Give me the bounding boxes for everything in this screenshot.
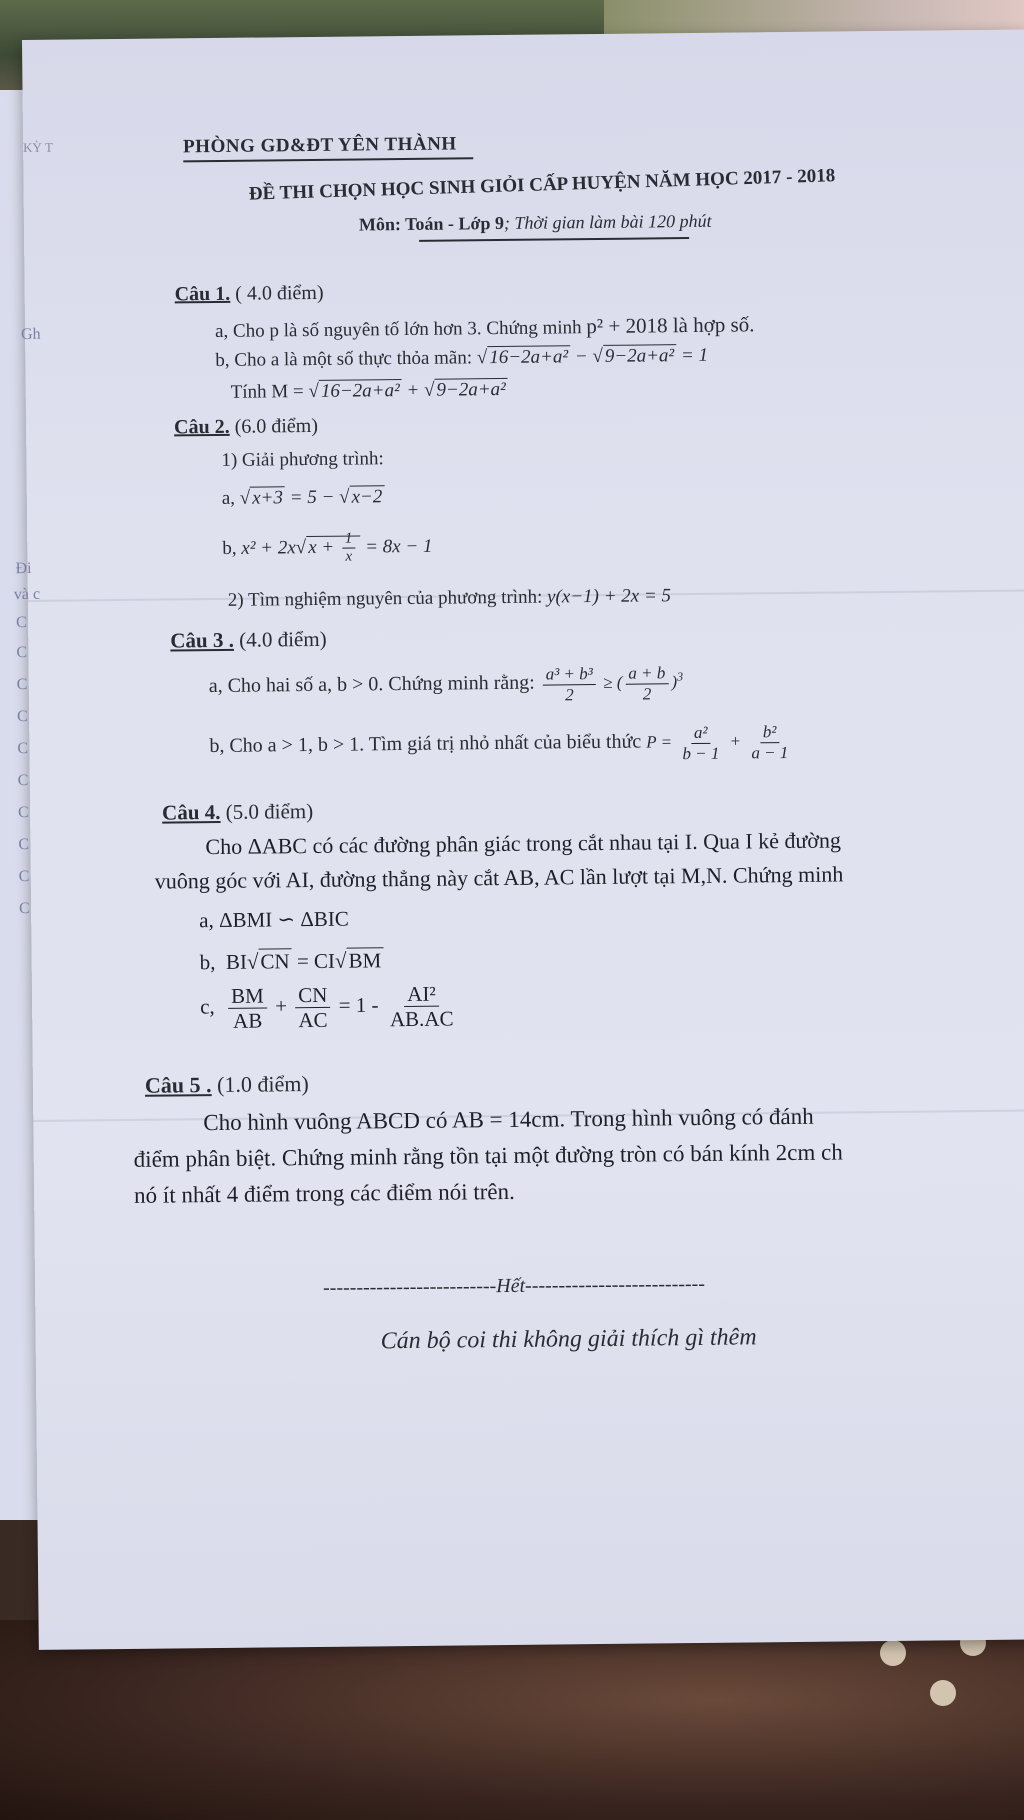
q2-part-2: 2) Tìm nghiệm nguyên của phương trình: y(x−1) + 2x = 5 [227, 585, 672, 611]
margin-letter: C [17, 739, 29, 758]
question-2-title: Câu 2. (6.0 điểm) [173, 414, 319, 439]
margin-letter: C [16, 643, 28, 662]
proctor-note: Cán bộ coi thi không giải thích gì thêm [380, 1324, 757, 1355]
q4-statement-line-1: Cho ΔABC có các đường phân giác trong cắt nhau tại I. Qua I kẻ đường [205, 827, 842, 860]
question-1-title: Câu 1. ( 4.0 điểm) [174, 281, 324, 306]
q4-part-a: a, ΔBMI ∽ ΔBIC [199, 906, 349, 933]
margin-letter: C [16, 707, 28, 726]
margin-letter: C [17, 771, 29, 790]
background-bottom [0, 1620, 1024, 1820]
question-4-title: Câu 4. (5.0 điểm) [161, 798, 314, 825]
margin-letter: C [18, 835, 30, 854]
q3-part-a: a, Cho hai số a, b > 0. Chứng minh rằng: $\frac{\text{a³ + b³}}{2}$ ≥ ( $\frac{a + b}{2}$ )$^3$ [208, 663, 684, 704]
department-underline [183, 157, 473, 162]
q4-part-c: c, $\frac{BM}{AB}$ + $\frac{CN}{AC}$ = 1 - $\frac{\text{AI²}}{AB.AC}$ [200, 981, 454, 1033]
q2-equation-b: b, x² + 2x√x + $\frac{1}{x}$ = 8x − 1 [222, 530, 433, 565]
department-name: PHÒNG GD&ĐT YÊN THÀNH [183, 133, 457, 158]
subject-label: Môn: Toán - Lớp 9 [358, 212, 505, 235]
q2-equation-a: a, √x+3 = 5 − √x−2 [221, 486, 383, 509]
margin-note: KỲ T [23, 139, 53, 155]
margin-letter: C [19, 899, 30, 918]
exam-title: ĐỀ THI CHỌN HỌC SINH GIỎI CẤP HUYỆN NĂM HỌC 2017 - 2018 [248, 165, 836, 205]
margin-letter: C [18, 803, 29, 822]
q5-line-1: Cho hình vuông ABCD có AB = 14cm. Trong hình vuông có đánh [203, 1103, 814, 1136]
q2-part-1: 1) Giải phương trình: [221, 448, 384, 471]
q1-part-b: b, Cho a là một số thực thỏa mãn: √16−2a+a² − √9−2a+a² = 1 [215, 344, 709, 371]
exam-paper [13, 30, 1024, 1650]
q5-line-3: nó ít nhất 4 điểm trong các điểm nói trên. [133, 1178, 515, 1208]
q4-statement-line-2: vuông góc với AI, đường thẳng này cắt AB, AC lần lượt tại M,N. Chứng minh [154, 861, 844, 894]
question-5-title: Câu 5 . (1.0 điểm) [144, 1071, 309, 1098]
margin-letter: C [16, 613, 27, 632]
flower-decoration [930, 1680, 956, 1706]
q1-calc-M: Tính M = √16−2a+a² + √9−2a+a² [230, 378, 506, 403]
q5-line-2: điểm phân biệt. Chứng minh rằng tồn tại một đường tròn có bán kính 2cm ch [133, 1139, 843, 1172]
q4-part-b: b, BI√CN = CI√BM [199, 948, 382, 975]
q3-part-b: b, Cho a > 1, b > 1. Tìm giá trị nhỏ nhất của biểu thức P = $\frac{\text{a²}}{b - 1}$ + $\frac{\text{b²}}{a - 1}$ [209, 722, 789, 763]
q1-part-a: a, Cho p là số nguyên tố lớn hơn 3. Chứng minh p² + 2018 là hợp số. [214, 312, 755, 342]
margin-letter: Đi [15, 559, 32, 578]
flower-decoration [880, 1640, 906, 1666]
subject-underline [419, 237, 689, 241]
margin-letter: Gh [20, 325, 41, 344]
margin-letter: C [16, 675, 28, 694]
question-3-title: Câu 3 . (4.0 điểm) [170, 626, 327, 653]
time-label: ; Thời gian làm bài 120 phút [503, 210, 712, 233]
subject-line [359, 211, 712, 236]
margin-letter: C [18, 867, 30, 886]
margin-letter: và c [13, 585, 41, 604]
end-marker: --------------------------Hết--------------------------- [322, 1272, 706, 1299]
